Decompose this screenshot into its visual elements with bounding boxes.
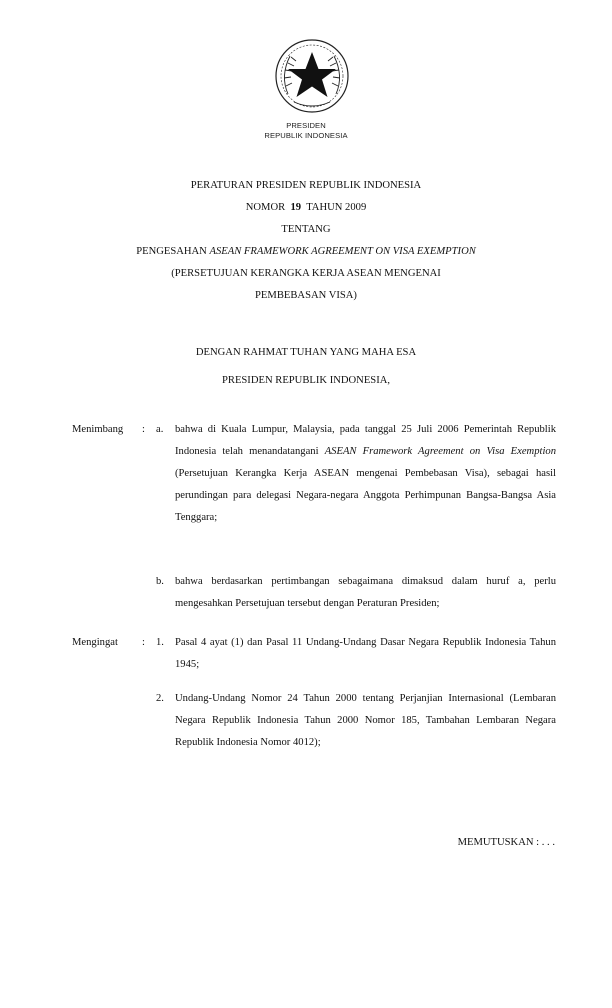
agreement-name: ASEAN FRAMEWORK AGREEMENT ON VISA EXEMPTION: [209, 246, 476, 257]
regulation-number-value: 19: [290, 202, 302, 213]
preamble-line1: DENGAN RAHMAT TUHAN YANG MAHA ESA: [195, 347, 417, 358]
regulation-subject: PENGESAHAN ASEAN FRAMEWORK AGREEMENT ON VISA EXEMPTION: [136, 246, 476, 257]
mengingat-colon: :: [142, 637, 145, 648]
mengingat-item-2: Undang-Undang Nomor 24 Tahun 2000 tentang Perjanjian Internasional (Lembaran Negara Republik Indonesia Tahun 2000 Nomor 185, Tambahan Lembaran Negara Republik Indonesia Nomor 4012);: [175, 693, 556, 748]
mengingat-marker-1: 1.: [156, 637, 164, 648]
regulation-about: TENTANG: [281, 224, 331, 235]
menimbang-item-b: bahwa berdasarkan pertimbangan sebagaimana dimaksud dalam huruf a, perlu mengesahkan Persetujuan tersebut dengan Peraturan Presiden;: [175, 576, 556, 609]
regulation-number: NOMOR 19 TAHUN 2009: [245, 202, 367, 213]
menimbang-label: Menimbang: [72, 424, 124, 435]
regulation-title: PERATURAN PRESIDEN REPUBLIK INDONESIA: [190, 180, 422, 191]
emblem-caption-line1: PRESIDEN: [286, 121, 326, 130]
menimbang-colon: :: [142, 424, 145, 435]
memutuskan-continuation: MEMUTUSKAN : . . .: [457, 837, 555, 848]
mengingat-item-1: Pasal 4 ayat (1) dan Pasal 11 Undang-Undang Dasar Negara Republik Indonesia Tahun 1945;: [175, 637, 556, 670]
emblem-caption-line2: REPUBLIK INDONESIA: [264, 131, 348, 140]
preamble-line2: PRESIDEN REPUBLIK INDONESIA,: [221, 375, 391, 386]
menimbang-marker-b: b.: [156, 576, 164, 587]
mengingat-marker-2: 2.: [156, 693, 164, 704]
mengingat-label: Mengingat: [72, 637, 118, 648]
menimbang-marker-a: a.: [156, 424, 164, 435]
menimbang-item-a: bahwa di Kuala Lumpur, Malaysia, pada tanggal 25 Juli 2006 Pemerintah Republik Indonesia telah menandatangani ASEAN Framework Agreement on Visa Exemption (Persetujuan Kerangka Kerja ASEAN mengenai Pembebasan Visa), sebagai hasil perundingan para delegasi Negara-negara Anggota Perhimpunan Bangsa-Bangsa Asia Tenggara;: [175, 424, 556, 523]
regulation-subject-translation: (PERSETUJUAN KERANGKA KERJA ASEAN MENGENAI: [171, 268, 441, 279]
emblem-graphic: [272, 36, 352, 116]
garuda-emblem-icon: [272, 36, 352, 116]
regulation-subject-translation-end: PEMBEBASAN VISA): [255, 290, 357, 301]
